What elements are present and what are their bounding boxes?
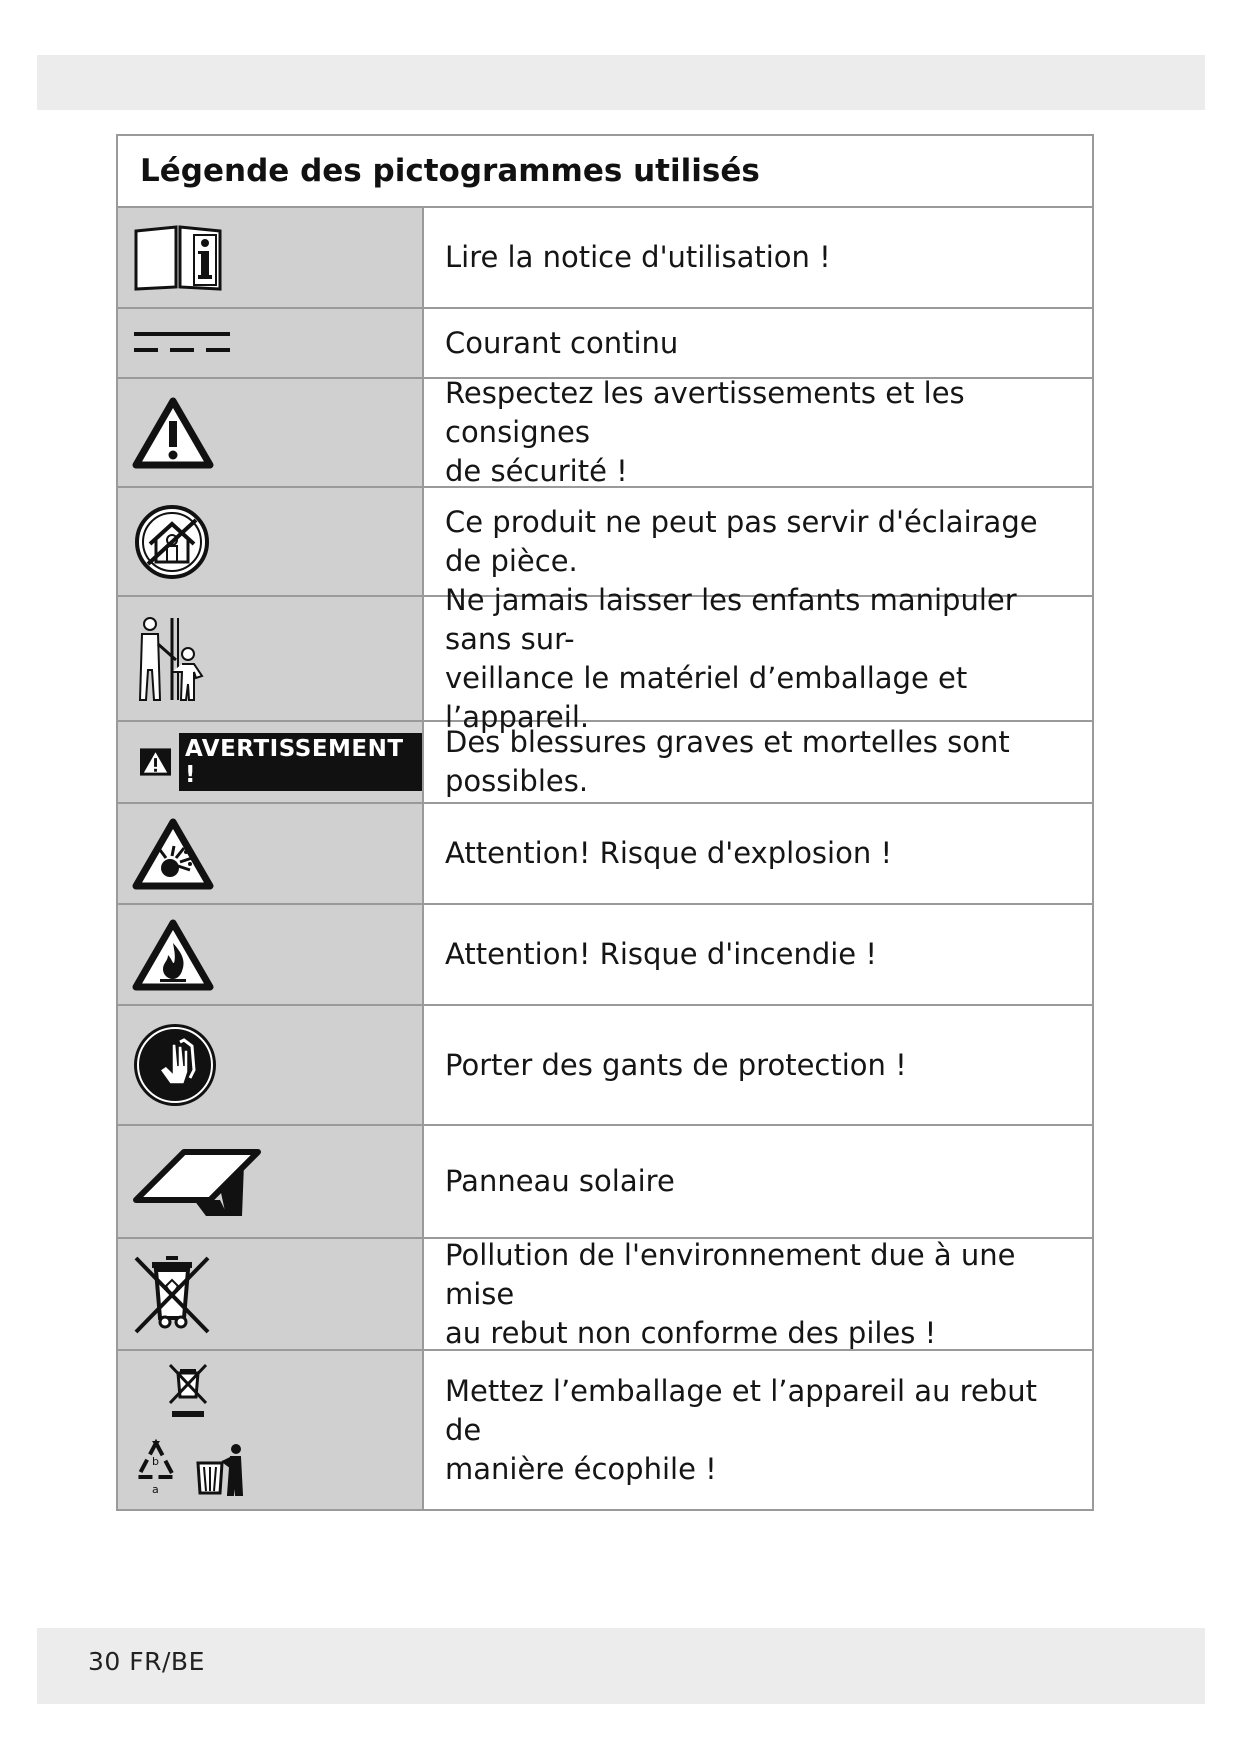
legend-row bbox=[118, 208, 1092, 309]
legend-text: Panneau solaire bbox=[445, 1164, 675, 1198]
child-supervision-icon bbox=[132, 614, 208, 704]
legend-text: Pollution de l'environnement due à une mise au rebut non conforme des piles ! bbox=[445, 1237, 1016, 1350]
legend-row bbox=[118, 1351, 1092, 1509]
legend-text: Ce produit ne peut pas servir d'éclairage de pièce. bbox=[445, 504, 1038, 578]
protective-gloves-icon bbox=[132, 1022, 218, 1108]
legend-row bbox=[118, 1239, 1092, 1351]
legend-text: Courant continu bbox=[445, 325, 679, 360]
legend-text: Ne jamais laisser les enfants manipuler sans sur- veillance le matériel d’emballage et l’appareil. bbox=[445, 582, 1017, 734]
legend-text: Respectez les avertissements et les consignes de sécurité ! bbox=[445, 376, 965, 488]
svg-text:a: a bbox=[152, 1483, 159, 1496]
no-room-lighting-icon bbox=[132, 502, 212, 582]
page-number: 30 FR/BE bbox=[88, 1647, 205, 1676]
legend-row bbox=[118, 582, 1092, 734]
warning-label-icon bbox=[140, 733, 422, 791]
warning-label: AVERTISSEMENT ! bbox=[179, 733, 422, 791]
legend-row bbox=[118, 905, 1092, 1006]
legend-text: Des blessures graves et mortelles sont possibles. bbox=[445, 725, 1010, 798]
pictogram-legend-table bbox=[116, 134, 1094, 1511]
header-band bbox=[37, 55, 1205, 110]
legend-text: Attention! Risque d'explosion ! bbox=[445, 836, 893, 870]
legend-row bbox=[118, 1006, 1092, 1126]
legend-row bbox=[118, 309, 1092, 379]
legend-row bbox=[118, 722, 1092, 804]
legend-row bbox=[118, 376, 1092, 488]
footer-band bbox=[37, 1628, 1205, 1704]
crossed-bin-icon bbox=[132, 1252, 212, 1336]
recycling-disposal-icon bbox=[132, 1363, 252, 1497]
explosion-warning-icon bbox=[132, 818, 214, 890]
manual-info-icon bbox=[132, 223, 224, 293]
fire-warning-icon bbox=[132, 919, 214, 991]
warning-triangle-icon bbox=[132, 397, 214, 469]
legend-title: Légende des pictogrammes utilisés bbox=[118, 136, 1092, 208]
direct-current-icon bbox=[132, 328, 232, 358]
svg-text:b: b bbox=[152, 1455, 159, 1468]
legend-row bbox=[118, 1126, 1092, 1239]
solar-panel-icon bbox=[132, 1144, 262, 1220]
legend-text: Attention! Risque d'incendie ! bbox=[445, 937, 877, 971]
legend-row bbox=[118, 804, 1092, 905]
legend-text: Porter des gants de protection ! bbox=[445, 1047, 907, 1082]
legend-text: Mettez l’emballage et l’appareil au rebut de manière écophile ! bbox=[445, 1373, 1037, 1486]
legend-text: Lire la notice d'utilisation ! bbox=[445, 240, 831, 274]
